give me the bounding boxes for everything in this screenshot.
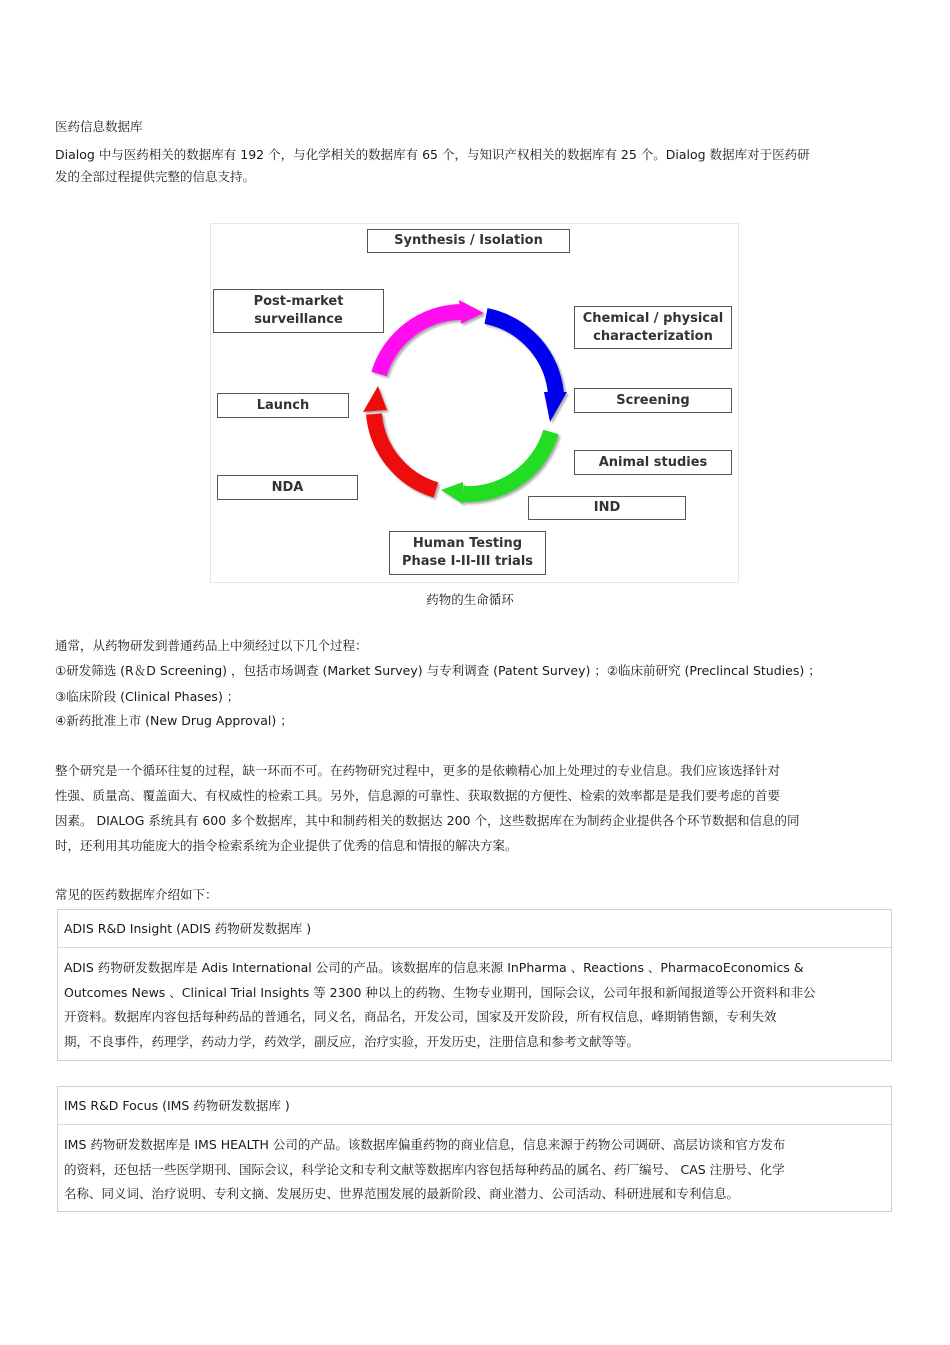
stage-postmarket: Post-market surveillance [213, 289, 384, 333]
process-line-1: ①研发筛选 (R＆D Screening) ，包括市场调查 (Market Survey) 与专利调查 (Patent Survey) ；②临床前研究 (Preclincal Studies) ； [55, 663, 821, 678]
blue-arrowhead [544, 392, 567, 422]
blue-arrow [486, 316, 556, 394]
red-arrow [374, 414, 436, 490]
para-line-3: 因素。 DIALOG 系统具有 600 多个数据库，其中和制药相关的数据达 200 个，这些数据库在为制药企业提供各个环节数据和信息的同 [55, 813, 800, 828]
card-line: 的资料，还包括一些医学期刊、国际会议，科学论文和专利文献等数据库内容包括每种药品的属名、药厂编号、 CAS 注册号、化学 [64, 1161, 785, 1177]
red-arrowhead [363, 386, 387, 412]
database-card-adis [57, 909, 892, 1061]
process-intro: 通常，从药物研发到普通药品上中须经过以下几个过程： [55, 638, 368, 653]
database-card-ims [57, 1086, 892, 1212]
process-line-2: ③临床阶段 (Clinical Phases) ； [55, 689, 240, 704]
stage-animal: Animal studies [574, 450, 732, 475]
stage-ind: IND [528, 496, 686, 520]
card-line: IMS 药物研发数据库是 IMS HEALTH 公司的产品。该数据库偏重药物的商业信息，信息来源于药物公司调研、高层访谈和官方发布 [64, 1137, 786, 1152]
stage-human-testing: Human Testing Phase I-II-III trials [389, 531, 546, 575]
card-line: ADIS 药物研发数据库是 Adis International 公司的产品。该数据库的信息来源 InPharma 、Reactions 、PharmacoEconomics & [64, 960, 804, 975]
para-line-4: 时，还利用其功能庞大的指令检索系统为企业提供了优秀的信息和情报的解决方案。 [55, 838, 518, 853]
drug-lifecycle-diagram [210, 223, 739, 583]
stage-launch: Launch [217, 393, 349, 418]
magenta-arrowhead [459, 300, 484, 324]
green-arrowhead [441, 482, 463, 504]
card-line: 开资料。数据库内容包括每种药品的普通名，同义名，商品名，开发公司，国家及开发阶段，所有权信息，峰期销售额，专利失效 [64, 1009, 777, 1024]
para-line-2: 性强、质量高、覆盖面大、有权威性的检索工具。另外，信息源的可靠性、获取数据的方便性、检索的效率都是是我们要考虑的首要 [55, 788, 781, 803]
card-line: Outcomes News 、Clinical Trial Insights 等 2300 种以上的药物、生物专业期刊，国际会议，公司年报和新闻报道等公开资料和非公 [64, 984, 816, 1000]
card-title: IMS R&D Focus (IMS 药物研发数据库 ) [58, 1087, 891, 1125]
stage-nda: NDA [217, 475, 358, 500]
para-line-1: 整个研究是一个循环往复的过程，缺一环而不可。在药物研究过程中，更多的是依赖精心加上处理过的专业信息。我们应该选择针对 [55, 763, 781, 778]
intro-line-2: 发的全部过程提供完整的信息支持。 [55, 169, 256, 184]
process-line-3: ④新药批准上市 (New Drug Approval) ； [55, 713, 293, 728]
card-title: ADIS R&D Insight (ADIS 药物研发数据库 ) [58, 910, 891, 948]
page-heading: 医药信息数据库 [55, 119, 143, 134]
green-arrow [463, 432, 551, 494]
stage-screening: Screening [574, 388, 732, 413]
stage-synthesis: Synthesis / Isolation [367, 229, 570, 253]
diagram-caption: 药物的生命循环 [426, 592, 514, 607]
card-line: 名称、同义词、治疗说明、专利文摘、发展历史、世界范围发展的最新阶段、商业潜力、公司活动、科研进展和专利信息。 [64, 1186, 740, 1201]
magenta-arrow [379, 312, 461, 374]
list-intro: 常见的医药数据库介绍如下： [55, 887, 218, 902]
stage-chemical: Chemical / physical characterization [574, 306, 732, 349]
card-line: 期，不良事件，药理学，药动力学，药效学，副反应，治疗实验，开发历史，注册信息和参考文献等等。 [64, 1033, 640, 1049]
intro-line-1: Dialog 中与医药相关的数据库有 192 个，与化学相关的数据库有 65 个，与知识产权相关的数据库有 25 个。Dialog 数据库对于医药研 [55, 147, 810, 162]
